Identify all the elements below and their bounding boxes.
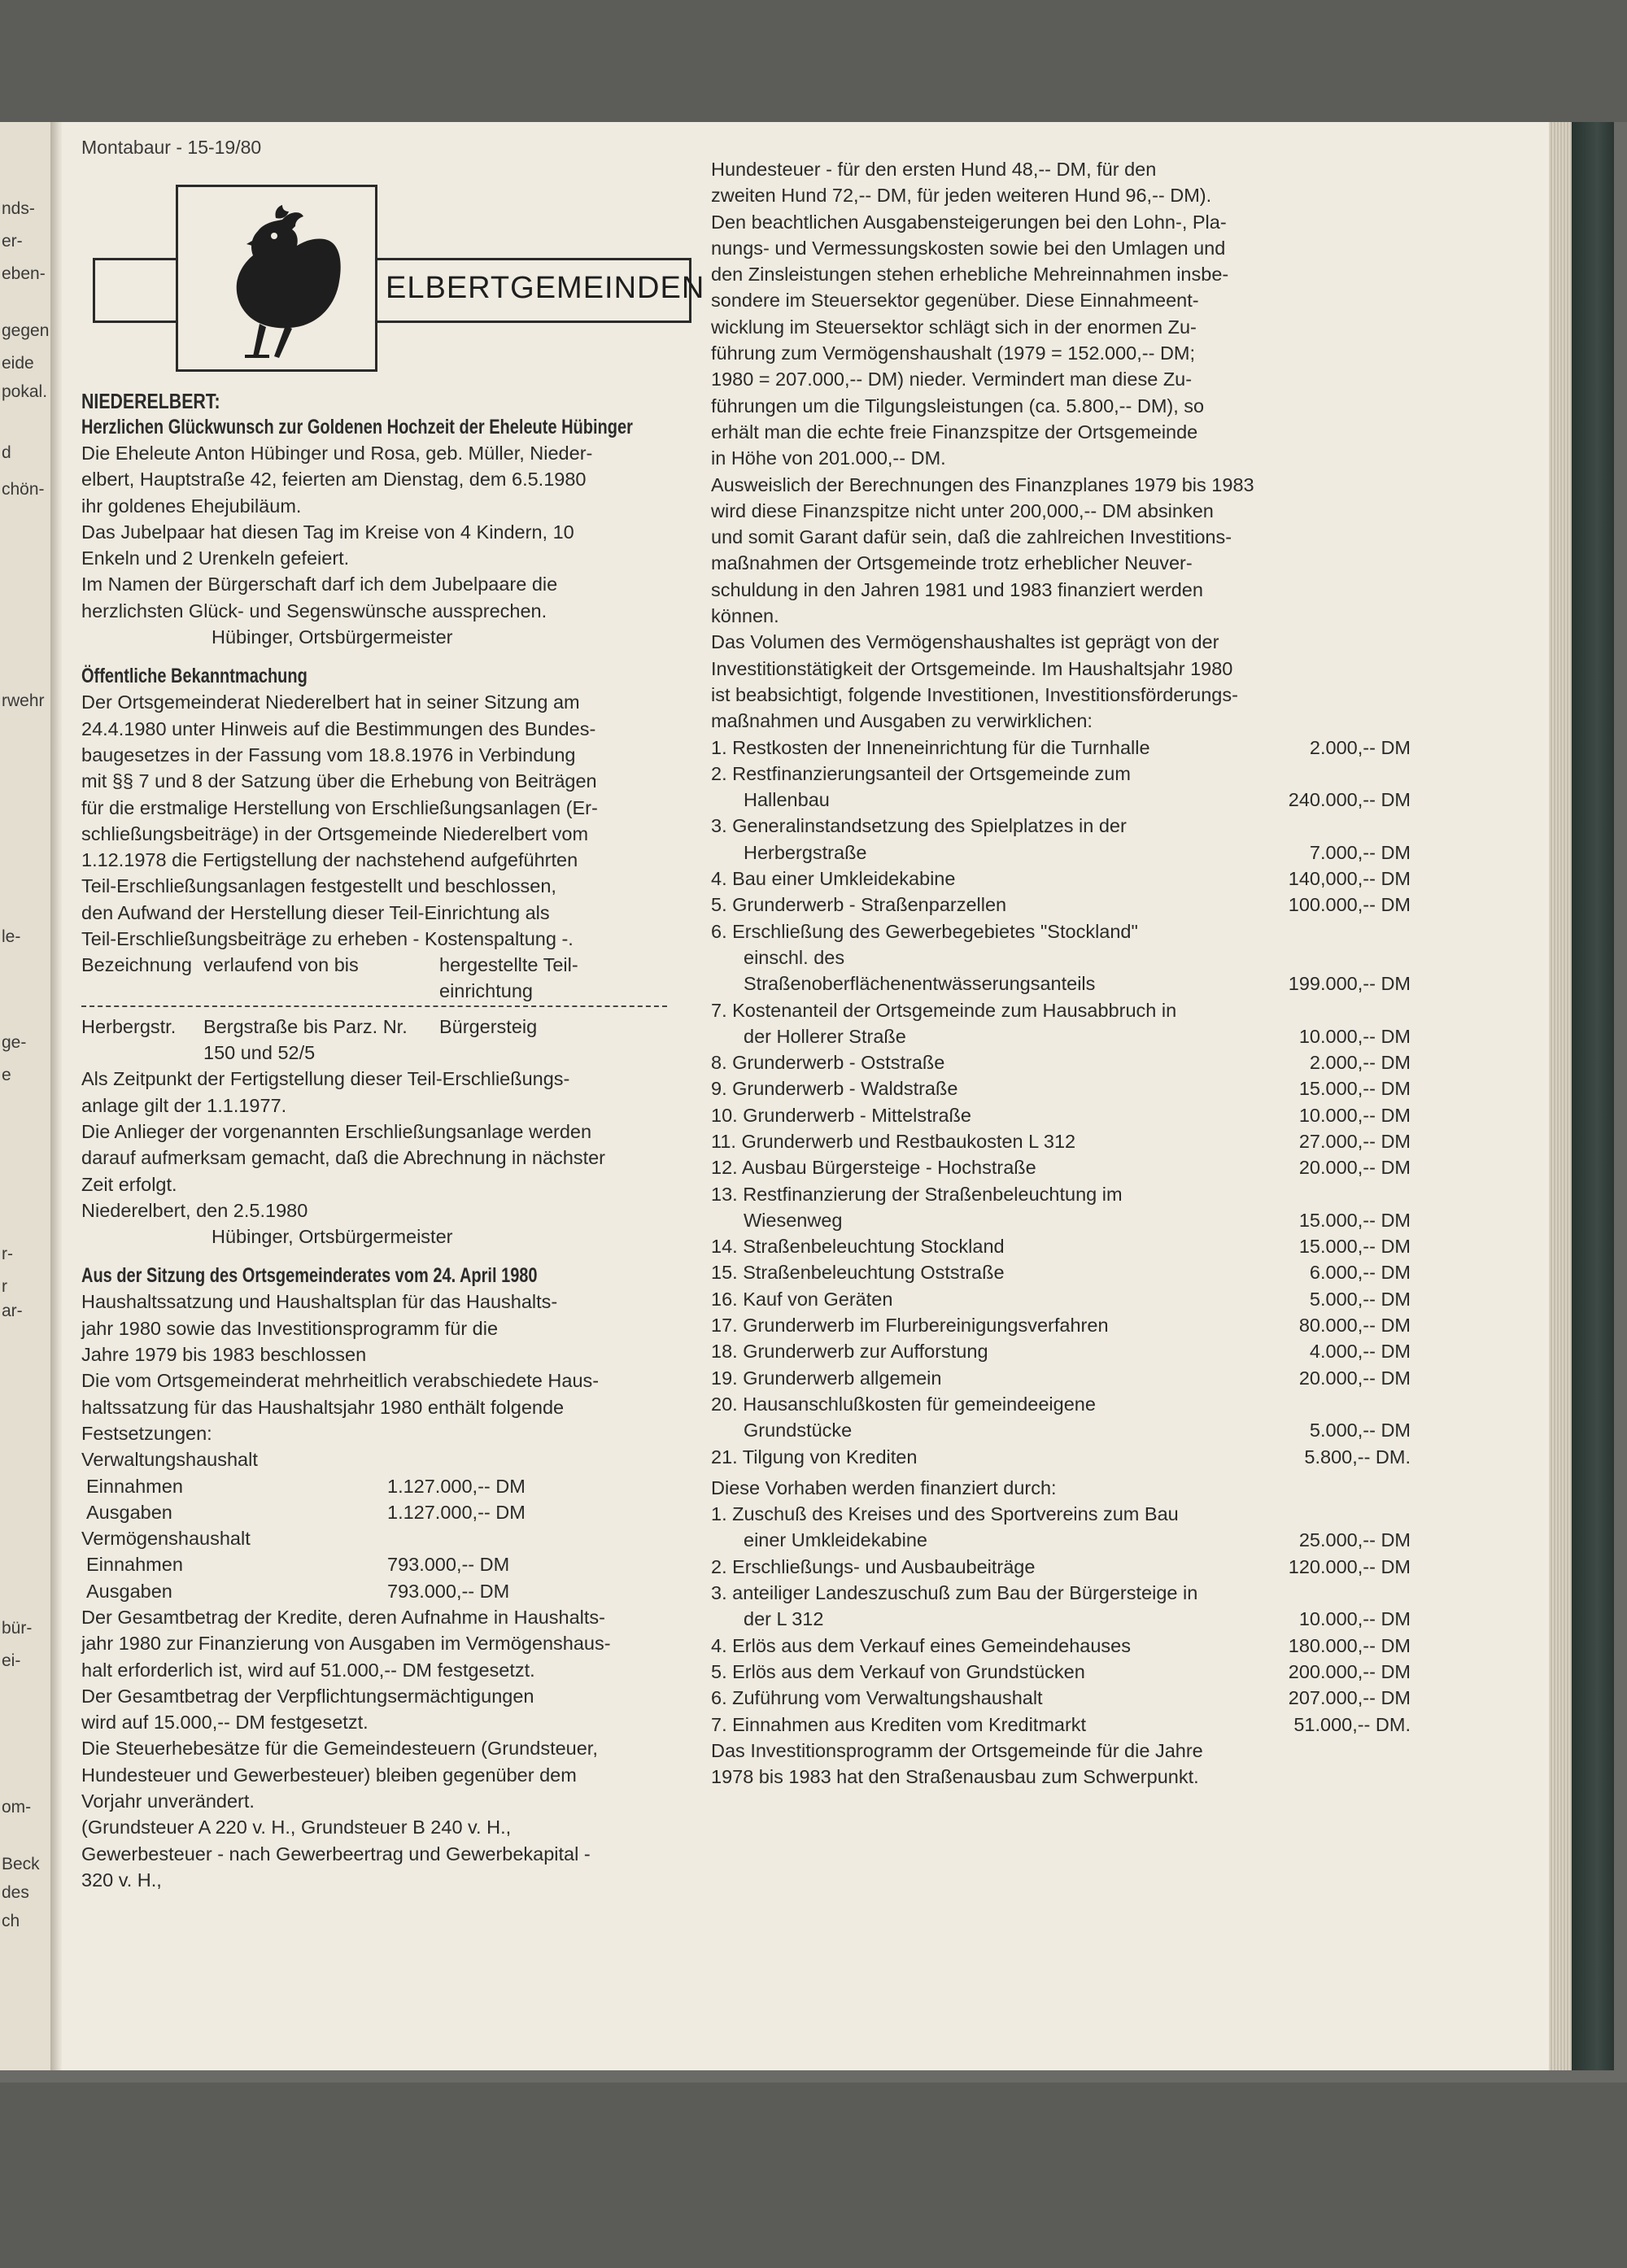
item-amount: 10.000,-- DM — [1298, 1104, 1411, 1126]
list-item — [711, 1181, 1411, 1234]
text-line: 1980 = 207.000,-- DM) nieder. Vermindert man diese Zu- — [711, 369, 1193, 390]
text-line: schließungsbeiträge) in der Ortsgemeinde Niederelbert vom — [81, 822, 589, 844]
jubilee-article — [81, 388, 700, 650]
banner-title: ELBERTGEMEINDEN — [386, 271, 705, 305]
list-item — [711, 1391, 1411, 1444]
item-text: 4. Erlös aus dem Verkauf eines Gemeindehauses — [711, 1634, 1131, 1656]
text-line: Die Steuerhebesätze für die Gemeindesteuern (Grundsteuer, — [81, 1738, 598, 1760]
list-item — [711, 892, 1411, 918]
list-item — [711, 918, 1411, 997]
item-amount: 15.000,-- DM — [1298, 1236, 1411, 1258]
budget-value — [382, 1446, 643, 1472]
item-text: 17. Grunderwerb im Flurbereinigungsverfahren — [711, 1315, 1109, 1337]
left-page-fragment: e — [2, 1066, 11, 1084]
item-amount: 5.800,-- DM. — [1304, 1446, 1411, 1468]
text-line: Das Jubelpaar hat diesen Tag im Kreise von 4 Kindern, 10 — [81, 521, 574, 543]
left-page-fragment: le- — [2, 927, 21, 946]
section-banner — [81, 170, 705, 388]
budget-value: 793.000,-- DM — [387, 1554, 510, 1576]
budget-text — [711, 156, 1411, 735]
item-text: 19. Grunderwerb allgemein — [711, 1367, 942, 1389]
item-amount: 200.000,-- DM — [1288, 1660, 1411, 1682]
budget-label: Ausgaben — [86, 1501, 172, 1523]
item-amount: 5.000,-- DM — [1309, 1288, 1411, 1310]
table-cell: Bürgersteig — [439, 1016, 538, 1038]
closing-text — [711, 1738, 1411, 1790]
item-amount: 25.000,-- DM — [1298, 1529, 1411, 1551]
text-line: 320 v. H., — [81, 1869, 162, 1891]
text-line: ihr goldenes Ehejubiläum. — [81, 495, 302, 517]
text-line: Festsetzungen: — [81, 1422, 212, 1444]
text-line: Gewerbesteuer - nach Gewerbeertrag und Gewerbekapital - — [81, 1843, 591, 1865]
item-amount: 51.000,-- DM. — [1293, 1713, 1411, 1735]
item-amount: 5.000,-- DM — [1309, 1420, 1411, 1441]
left-page-fragment: chön- — [2, 480, 45, 499]
text-line: baugesetzes in der Fassung vom 18.8.1976 in Verbindung — [81, 744, 576, 765]
item-amount: 10.000,-- DM — [1298, 1608, 1411, 1630]
signature: Hübinger, Ortsbürgermeister — [212, 626, 453, 648]
item-text: 6. Zuführung vom Verwaltungshaushalt — [711, 1687, 1043, 1709]
text-line: Teil-Erschließungsanlagen festgestellt und beschlossen, — [81, 875, 556, 897]
budget-value: 1.127.000,-- DM — [387, 1475, 526, 1497]
item-amount: 2.000,-- DM — [1309, 1052, 1411, 1074]
page-edges — [1549, 122, 1572, 2070]
budget-row — [81, 1578, 700, 1604]
text-line: wird diese Finanzspitze nicht unter 200,000,-- DM absinken — [711, 499, 1214, 521]
item-text: 2. Restfinanzierungsanteil der Ortsgemeinde zum Hallenbau — [711, 762, 1131, 811]
table-cell: Herbergstr. — [81, 1016, 177, 1038]
background-top — [0, 0, 1627, 122]
left-page-fragment: r — [2, 1277, 7, 1296]
item-text: 5. Erlös aus dem Verkauf von Grundstücken — [711, 1660, 1085, 1682]
article-title: Herzlichen Glückwunsch zur Goldenen Hochzeit der Eheleute Hübinger — [81, 416, 633, 438]
text-line: Teil-Erschließungsbeiträge zu erheben - Kostenspaltung -. — [81, 928, 574, 950]
list-item — [711, 866, 1411, 892]
text-line: Den beachtlichen Ausgabensteigerungen bei den Lohn-, Pla- — [711, 211, 1227, 233]
item-amount: 15.000,-- DM — [1298, 1209, 1411, 1231]
item-text: 1. Restkosten der Inneneinrichtung für die Turnhalle — [711, 736, 1150, 758]
text-line: nungs- und Vermessungskosten sowie bei den Umlagen und — [711, 237, 1226, 259]
text-line: Hundesteuer und Gewerbesteuer) bleiben gegenüber dem — [81, 1764, 577, 1786]
text-line: führungen um die Tilgungsleistungen (ca. 5.800,-- DM), so — [711, 395, 1205, 417]
item-amount: 80.000,-- DM — [1298, 1315, 1411, 1337]
text-line: Enkeln und 2 Urenkeln gefeiert. — [81, 547, 350, 569]
item-text: 6. Erschließung des Gewerbegebietes "Stockland" einschl. des Straßenoberflächenentwässerungsanteils — [711, 920, 1138, 995]
text-line: schuldung in den Jahren 1981 und 1983 finanziert werden — [711, 578, 1203, 600]
item-amount: 4.000,-- DM — [1309, 1341, 1411, 1363]
item-amount: 180.000,-- DM — [1288, 1634, 1411, 1656]
left-page-fragment: ge- — [2, 1033, 27, 1052]
text-line: darauf aufmerksam gemacht, daß die Abrechnung in nächster — [81, 1147, 606, 1169]
article-body — [81, 1604, 700, 1893]
budget-label: Verwaltungshaushalt — [81, 1449, 258, 1471]
list-item — [711, 735, 1411, 761]
item-text: 16. Kauf von Geräten — [711, 1288, 893, 1310]
list-item — [711, 1444, 1411, 1470]
item-text: 15. Straßenbeleuchtung Oststraße — [711, 1262, 1005, 1284]
text-line: Niederelbert, den 2.5.1980 — [81, 1199, 308, 1221]
text-line: Der Ortsgemeinderat Niederelbert hat in seiner Sitzung am — [81, 691, 580, 713]
book-gutter — [50, 122, 62, 2070]
text-line: jahr 1980 sowie das Investitionsprogramm für die — [81, 1317, 499, 1339]
text-line: führung zum Vermögenshaushalt (1979 = 152.000,-- DM; — [711, 342, 1196, 364]
text-line: Investitionstätigkeit der Ortsgemeinde. Im Haushaltsjahr 1980 — [711, 657, 1233, 679]
item-amount: 6.000,-- DM — [1309, 1262, 1411, 1284]
left-page-fragment: er- — [2, 232, 23, 251]
list-item — [711, 1659, 1411, 1685]
list-item — [711, 1102, 1411, 1128]
left-page-fragment: des — [2, 1883, 29, 1902]
item-text: 2. Erschließungs- und Ausbaubeiträge — [711, 1555, 1036, 1577]
budget-row — [81, 1446, 700, 1472]
article-title: Öffentliche Bekanntmachung — [81, 665, 308, 688]
table-divider — [81, 1005, 667, 1007]
item-text: 7. Kostenanteil der Ortsgemeinde zum Hausabbruch in der Hollerer Straße — [711, 999, 1177, 1047]
list-item — [711, 1685, 1411, 1711]
text-line: herzlichsten Glück- und Segenswünsche aussprechen. — [81, 600, 547, 622]
list-item — [711, 1154, 1411, 1180]
text-line: Das Volumen des Vermögenshaushaltes ist geprägt von der — [711, 631, 1219, 653]
budget-label: Einnahmen — [86, 1554, 183, 1576]
text-line: Vorjahr unverändert. — [81, 1790, 255, 1812]
left-page-fragment: d — [2, 443, 11, 462]
text-line: 1978 bis 1983 hat den Straßenausbau zum Schwerpunkt. — [711, 1766, 1199, 1788]
item-text: 5. Grunderwerb - Straßenparzellen — [711, 894, 1007, 916]
left-page-fragment: ch — [2, 1912, 20, 1930]
item-amount: 10.000,-- DM — [1298, 1025, 1411, 1047]
budget-value: 1.127.000,-- DM — [387, 1501, 526, 1523]
table-row — [81, 1014, 700, 1066]
budget-row — [81, 1499, 700, 1525]
item-amount: 20.000,-- DM — [1298, 1367, 1411, 1389]
text-line: maßnahmen der Ortsgemeinde trotz erheblicher Neuver- — [711, 552, 1193, 574]
list-item — [711, 1286, 1411, 1312]
item-amount: 15.000,-- DM — [1298, 1078, 1411, 1100]
text-line: 1.12.1978 die Fertigstellung der nachstehend aufgeführten — [81, 849, 578, 871]
financing-intro: Diese Vorhaben werden finanziert durch: — [711, 1476, 1057, 1498]
article-title: Aus der Sitzung des Ortsgemeinderates vom 24. April 1980 — [81, 1264, 538, 1288]
text-line: halt erforderlich ist, wird auf 51.000,-- DM festgesetzt. — [81, 1659, 535, 1681]
article-body — [81, 1289, 700, 1446]
text-line: Als Zeitpunkt der Fertigstellung dieser Teil-Erschließungs- — [81, 1068, 570, 1090]
text-line: Hundesteuer - für den ersten Hund 48,-- DM, für den — [711, 159, 1157, 180]
left-page-fragment: bür- — [2, 1619, 33, 1638]
column-header: Bezeichnung — [81, 954, 192, 976]
budget-figures — [81, 1446, 700, 1604]
left-page-fragment: rwehr — [2, 691, 45, 710]
item-text: 8. Grunderwerb - Oststraße — [711, 1052, 945, 1074]
text-line: können. — [711, 605, 779, 627]
text-line: Das Investitionsprogramm der Ortsgemeinde für die Jahre — [711, 1739, 1203, 1761]
text-line: (Grundsteuer A 220 v. H., Grundsteuer B 240 v. H., — [81, 1817, 512, 1838]
item-amount: 207.000,-- DM — [1288, 1687, 1411, 1709]
item-amount: 140,000,-- DM — [1288, 868, 1411, 890]
item-text: 9. Grunderwerb - Waldstraße — [711, 1078, 958, 1100]
list-item — [711, 1259, 1411, 1285]
text-line: Ausweislich der Berechnungen des Finanzplanes 1979 bis 1983 — [711, 473, 1254, 495]
table-cell: Bergstraße bis Parz. Nr. 150 und 52/5 — [203, 1016, 408, 1064]
item-text: 14. Straßenbeleuchtung Stockland — [711, 1236, 1005, 1258]
list-item — [711, 1554, 1411, 1580]
left-page-fragment: nds- — [2, 199, 35, 218]
left-page-fragment: eide — [2, 354, 34, 373]
column-header: verlaufend von bis — [203, 954, 359, 976]
item-text: 18. Grunderwerb zur Aufforstung — [711, 1341, 988, 1363]
list-item — [711, 813, 1411, 866]
item-text: 7. Einnahmen aus Krediten vom Kreditmarkt — [711, 1713, 1087, 1735]
background-bottom — [0, 2083, 1627, 2268]
list-item — [711, 997, 1411, 1050]
list-item — [711, 1501, 1411, 1554]
item-amount: 120.000,-- DM — [1288, 1555, 1411, 1577]
item-text: 1. Zuschuß des Kreises und des Sportvereins zum Bau einer Umkleidekabine — [711, 1503, 1179, 1551]
table-header — [81, 952, 700, 1004]
item-text: 20. Hausanschlußkosten für gemeindeeigene Grundstücke — [711, 1393, 1096, 1441]
item-text: 21. Tilgung von Krediten — [711, 1446, 918, 1468]
text-line: Die Anlieger der vorgenannten Erschließungsanlage werden — [81, 1120, 592, 1142]
budget-value — [382, 1525, 643, 1551]
budget-row — [81, 1525, 700, 1551]
text-line: wicklung im Steuersektor schlägt sich in der enormen Zu- — [711, 316, 1197, 338]
place-heading: NIEDERELBERT: — [81, 389, 220, 413]
list-item — [711, 1712, 1411, 1738]
item-amount: 7.000,-- DM — [1309, 841, 1411, 863]
text-line: maßnahmen und Ausgaben zu verwirklichen: — [711, 710, 1093, 732]
list-item — [711, 1338, 1411, 1364]
document-page — [62, 122, 1549, 2070]
item-text: 11. Grunderwerb und Restbaukosten L 312 — [711, 1130, 1076, 1152]
left-page-fragment: Beck — [2, 1855, 40, 1873]
text-line: Die vom Ortsgemeinderat mehrheitlich verabschiedete Haus- — [81, 1370, 600, 1392]
text-line: anlage gilt der 1.1.1977. — [81, 1094, 287, 1116]
column-header: hergestellte Teil-einrichtung — [439, 954, 578, 1002]
text-line: sondere im Steuersektor gegenüber. Diese Einnahmeent- — [711, 290, 1199, 312]
text-line: Jahre 1979 bis 1983 beschlossen — [81, 1344, 367, 1366]
budget-value: 793.000,-- DM — [387, 1580, 510, 1602]
text-line: Zeit erfolgt. — [81, 1173, 177, 1195]
budget-row — [81, 1473, 700, 1499]
session-article — [81, 1263, 700, 1893]
text-line: haltssatzung für das Haushaltsjahr 1980 enthält folgende — [81, 1396, 565, 1418]
list-item — [711, 1365, 1411, 1391]
rooster-icon — [176, 185, 377, 372]
list-item — [711, 1580, 1411, 1633]
list-item — [711, 1128, 1411, 1154]
item-amount: 100.000,-- DM — [1288, 894, 1411, 916]
text-line: Die Eheleute Anton Hübinger und Rosa, geb. Müller, Nieder- — [81, 443, 593, 464]
left-page-edge — [0, 122, 50, 2070]
left-page-fragment: ei- — [2, 1651, 21, 1670]
list-item — [711, 1633, 1411, 1659]
text-line: den Aufwand der Herstellung dieser Teil-Einrichtung als — [81, 901, 550, 923]
text-line: jahr 1980 zur Finanzierung von Ausgaben im Vermögenshaus- — [81, 1633, 611, 1655]
text-line: elbert, Hauptstraße 42, feierten am Dienstag, dem 6.5.1980 — [81, 469, 587, 491]
investment-list — [711, 735, 1411, 1470]
left-page-fragment: om- — [2, 1798, 32, 1817]
left-page-fragment: gegen — [2, 321, 50, 340]
left-page-fragment: r- — [2, 1245, 13, 1263]
text-line: zweiten Hund 72,-- DM, für jeden weiteren Hund 96,-- DM). — [711, 185, 1212, 207]
left-page-fragment: pokal. — [2, 382, 48, 401]
item-amount: 2.000,-- DM — [1309, 736, 1411, 758]
page-header: Montabaur - 15-19/80 — [81, 137, 262, 158]
financing-list — [711, 1501, 1411, 1738]
item-text: 4. Bau einer Umkleidekabine — [711, 868, 956, 890]
text-line: 24.4.1980 unter Hinweis auf die Bestimmungen des Bundes- — [81, 717, 596, 739]
item-amount: 240.000,-- DM — [1288, 789, 1411, 811]
article-body — [81, 689, 700, 952]
item-amount: 27.000,-- DM — [1298, 1130, 1411, 1152]
item-text: 3. anteiliger Landeszuschuß zum Bau der Bürgersteige in der L 312 — [711, 1582, 1198, 1630]
list-item — [711, 1075, 1411, 1101]
left-page-fragment: eben- — [2, 264, 46, 283]
book-spine — [1572, 122, 1614, 2070]
text-line: ist beabsichtigt, folgende Investitionen, Investitionsförderungs- — [711, 683, 1238, 705]
item-amount: 199.000,-- DM — [1288, 973, 1411, 995]
budget-label: Ausgaben — [86, 1580, 172, 1602]
left-page-fragment: ar- — [2, 1302, 23, 1320]
text-line: mit §§ 7 und 8 der Satzung über die Erhebung von Beiträgen — [81, 770, 597, 792]
text-line: und somit Garant dafür sein, daß die zahlreichen Investitions- — [711, 526, 1232, 548]
text-line: für die erstmalige Herstellung von Erschließungsanlagen (Er- — [81, 796, 598, 818]
text-line: Im Namen der Bürgerschaft darf ich dem Jubelpaare die — [81, 574, 558, 595]
budget-label: Einnahmen — [86, 1475, 183, 1497]
list-item — [711, 1312, 1411, 1338]
text-line: Haushaltssatzung und Haushaltsplan für das Haushalts- — [81, 1291, 558, 1313]
text-line: in Höhe von 201.000,-- DM. — [711, 447, 946, 469]
list-item — [711, 1233, 1411, 1259]
text-line: erhält man die echte freie Finanzspitze der Ortsgemeinde — [711, 421, 1198, 443]
item-text: 3. Generalinstandsetzung des Spielplatzes in der Herbergstraße — [711, 815, 1127, 863]
list-item — [711, 1049, 1411, 1075]
item-amount: 20.000,-- DM — [1298, 1157, 1411, 1179]
text-line: Der Gesamtbetrag der Kredite, deren Aufnahme in Haushalts- — [81, 1606, 605, 1628]
article-body — [81, 1066, 700, 1223]
signature: Hübinger, Ortsbürgermeister — [212, 1226, 453, 1248]
right-column — [711, 156, 1411, 1790]
text-line: wird auf 15.000,-- DM festgesetzt. — [81, 1712, 369, 1734]
article-body — [81, 440, 700, 624]
left-column — [81, 137, 705, 1893]
text-line: Der Gesamtbetrag der Verpflichtungsermächtigungen — [81, 1685, 534, 1707]
text-line: den Zinsleistungen stehen erhebliche Mehreinnahmen insbe- — [711, 264, 1229, 286]
list-item — [711, 761, 1411, 813]
item-text: 12. Ausbau Bürgersteige - Hochstraße — [711, 1157, 1036, 1179]
budget-row — [81, 1551, 700, 1577]
budget-label: Vermögenshaushalt — [81, 1528, 251, 1550]
notice-article — [81, 663, 700, 1250]
item-text: 13. Restfinanzierung der Straßenbeleuchtung im Wiesenweg — [711, 1183, 1123, 1231]
item-text: 10. Grunderwerb - Mittelstraße — [711, 1104, 971, 1126]
